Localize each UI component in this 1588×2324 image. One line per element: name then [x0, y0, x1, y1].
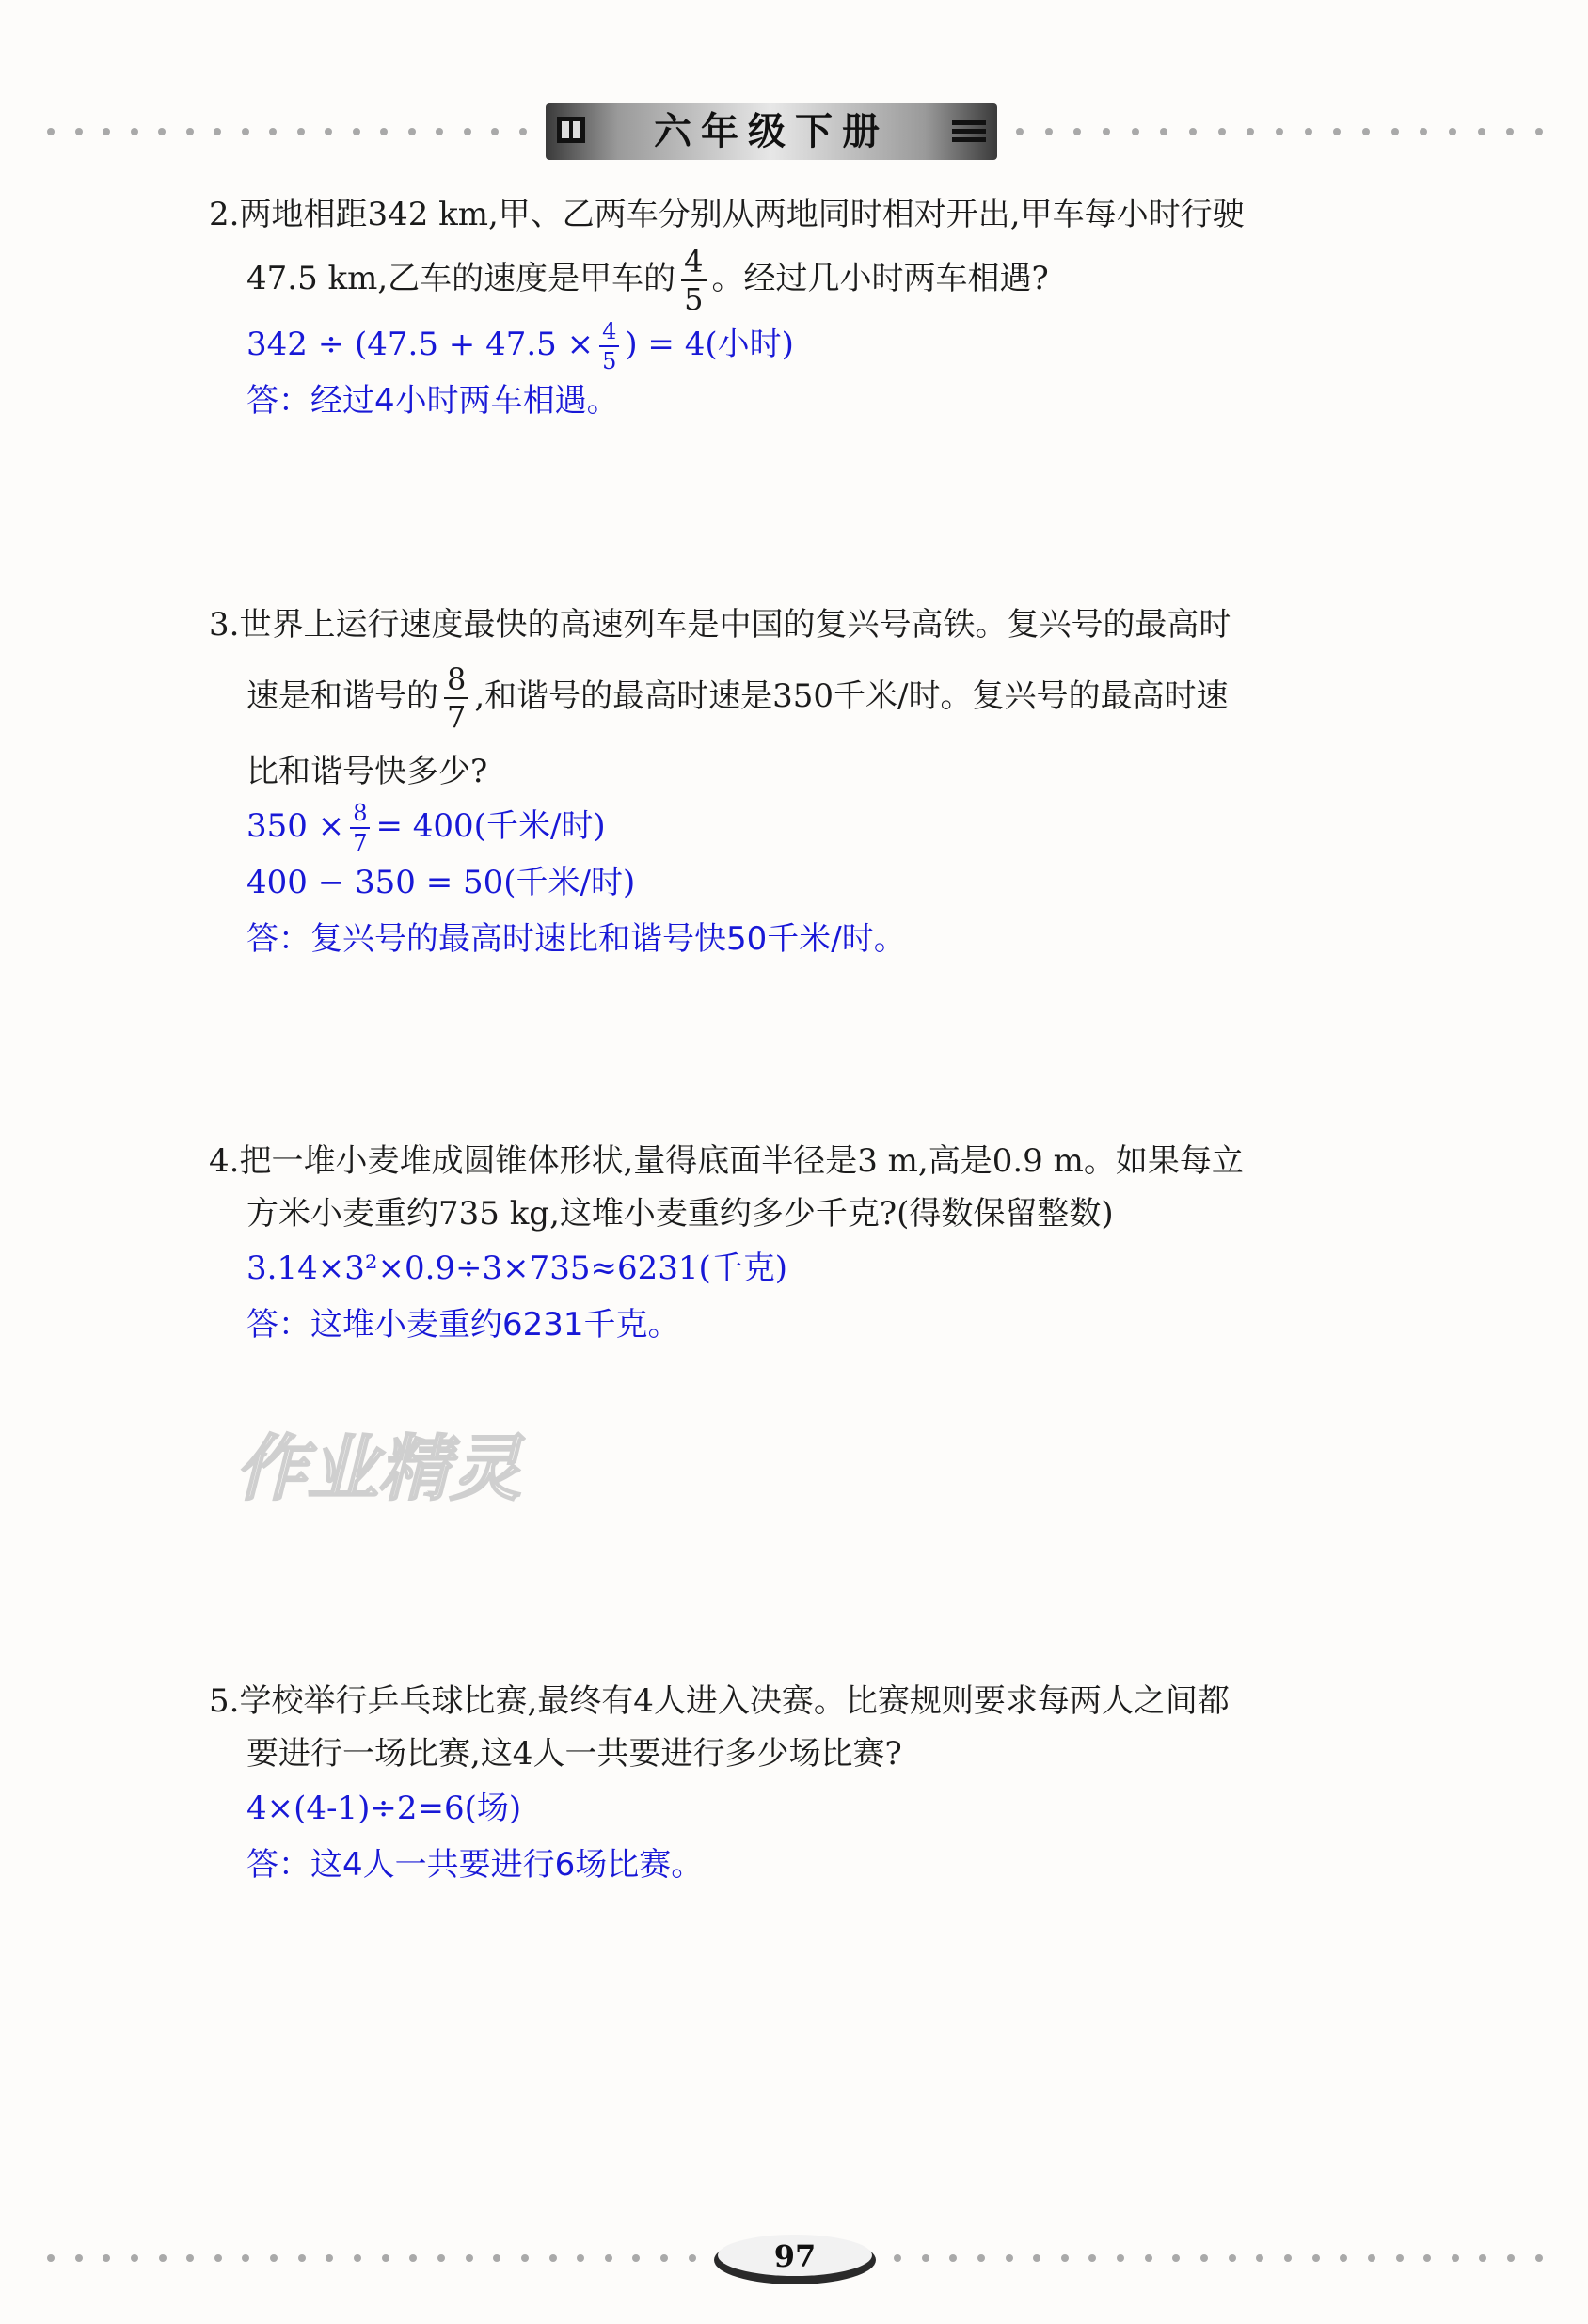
dot [1016, 128, 1024, 135]
dot [1391, 128, 1399, 135]
dot [47, 2254, 55, 2262]
dot [493, 2254, 500, 2262]
dot [47, 128, 55, 135]
question-3-line-2: 速是和谐号的 $\frac{8}{7}$ ,和谐号的最高时速是350千米/时。复兴号的最高时速 [246, 661, 1229, 735]
question-2-line-1: 2.两地相距342 km,甲、乙两车分别从两地同时相对开出,甲车每小时行驶 [209, 196, 1245, 233]
dot [1340, 2254, 1347, 2262]
dot [464, 128, 471, 135]
dot [1362, 128, 1370, 135]
page-number-badge [710, 2230, 880, 2288]
dot [1229, 2254, 1236, 2262]
dot [408, 128, 416, 135]
question-5-line-2: 要进行一场比赛,这4人一共要进行多少场比赛? [246, 1735, 902, 1773]
dot [466, 2254, 473, 2262]
dot [1200, 2254, 1208, 2262]
answer-4-text: 答：这堆小麦重约6231千克。 [246, 1306, 680, 1344]
dot [1368, 2254, 1375, 2262]
dot [103, 2254, 110, 2262]
dot [325, 128, 332, 135]
answer-5-text: 答：这4人一共要进行6场比赛。 [246, 1846, 704, 1884]
book-icon [555, 113, 587, 147]
question-5-line-1: 5.学校举行乒乓球比赛,最终有4人进入决赛。比赛规则要求每两人之间都 [209, 1682, 1230, 1720]
dot [1396, 2254, 1404, 2262]
fraction-8-7: $\frac{8}{7}$ [444, 664, 468, 732]
dot [131, 2254, 138, 2262]
bottom-dots-left [47, 2254, 696, 2262]
dot [269, 128, 277, 135]
dot [632, 2254, 640, 2262]
dot [436, 128, 443, 135]
dot [922, 2254, 929, 2262]
dot [1507, 2254, 1515, 2262]
lines-icon [950, 119, 988, 143]
dot [1006, 2254, 1013, 2262]
dot [1312, 2254, 1320, 2262]
question-3 [209, 598, 1432, 967]
dot [605, 2254, 612, 2262]
dot [380, 128, 388, 135]
dot [1160, 128, 1167, 135]
dot [214, 128, 221, 135]
answer-4 [209, 1240, 1432, 1353]
dot [577, 2254, 584, 2262]
answer-5 [209, 1780, 1432, 1893]
answer-2 [209, 316, 1432, 429]
dot [977, 2254, 985, 2262]
answer-3-formula-2: 400 − 350 = 50(千米/时) [246, 864, 636, 901]
dot [437, 2254, 445, 2262]
answer-2-text: 答：经过4小时两车相遇。 [246, 382, 619, 420]
dot [326, 2254, 333, 2262]
dot [1305, 128, 1312, 135]
answer-2-fraction: $\frac{4}{5}$ [599, 320, 619, 373]
answer-3-fraction: $\frac{8}{7}$ [350, 802, 370, 854]
dot [131, 128, 138, 135]
dot [186, 2254, 194, 2262]
page-number: 97 [773, 2238, 817, 2274]
dot [1145, 2254, 1152, 2262]
dot [242, 2254, 249, 2262]
dot [1449, 128, 1456, 135]
question-4-line-2: 方米小麦重约735 kg,这堆小麦重约多少千克?(得数保留整数) [246, 1195, 1114, 1233]
dot [158, 128, 166, 135]
dot [103, 128, 110, 135]
dot [1535, 128, 1543, 135]
dot [1535, 2254, 1543, 2262]
dot [1479, 2254, 1486, 2262]
dot [75, 2254, 83, 2262]
dot [1132, 128, 1139, 135]
question-4 [209, 1135, 1432, 1353]
dot [1117, 2254, 1124, 2262]
dot [1506, 128, 1514, 135]
answer-2-formula: 342 ÷ (47.5 + 47.5 × $\frac{4}{5}$ ) = 4(小时) [246, 318, 794, 374]
dot [519, 128, 527, 135]
answer-3-text: 答：复兴号的最高时速比和谐号快50千米/时。 [246, 920, 906, 958]
dot [159, 2254, 167, 2262]
question-2-line-2: 47.5 km,乙车的速度是甲车的 $\frac{4}{5}$ 。经过几小时两车相遇? [246, 244, 1049, 317]
dot [1061, 2254, 1069, 2262]
dot [1103, 128, 1110, 135]
dot [1478, 128, 1485, 135]
dot [1218, 128, 1226, 135]
dot [1256, 2254, 1263, 2262]
dot [186, 128, 194, 135]
bottom-dots-right [894, 2254, 1543, 2262]
dot [1247, 128, 1254, 135]
dot [298, 2254, 306, 2262]
dot [1420, 128, 1427, 135]
dot [409, 2254, 417, 2262]
page-title: 六年级下册 [654, 110, 889, 153]
dot [354, 2254, 361, 2262]
fraction-4-5: $\frac{4}{5}$ [681, 247, 706, 314]
dot [1452, 2254, 1459, 2262]
top-dots-left [47, 128, 527, 135]
top-dots-right [1016, 128, 1543, 135]
dot [689, 2254, 696, 2262]
dot [353, 128, 360, 135]
dot [660, 2254, 668, 2262]
question-3-line-1: 3.世界上运行速度最快的高速列车是中国的复兴号高铁。复兴号的最高时 [209, 606, 1231, 644]
dot [75, 128, 83, 135]
dot [1045, 128, 1053, 135]
dot [1073, 128, 1081, 135]
dot [214, 2254, 222, 2262]
dot [1333, 128, 1341, 135]
dot [297, 128, 305, 135]
dot [491, 128, 499, 135]
question-3-line-3: 比和谐号快多少? [246, 753, 488, 790]
answer-3 [209, 798, 1432, 967]
dot [521, 2254, 529, 2262]
header-banner [546, 103, 997, 160]
watermark: 作业精灵 [235, 1426, 521, 1510]
dot [1276, 128, 1283, 135]
dot [949, 2254, 957, 2262]
dot [1423, 2254, 1431, 2262]
question-4-line-1: 4.把一堆小麦堆成圆锥体形状,量得底面半径是3 m,高是0.9 m。如果每立 [209, 1142, 1244, 1180]
question-2 [209, 188, 1432, 429]
dot [1088, 2254, 1096, 2262]
dot [894, 2254, 901, 2262]
dot [549, 2254, 557, 2262]
answer-3-formula-1: 350 × $\frac{8}{7}$ = 400(千米/时) [246, 800, 606, 856]
answer-5-formula: 4×(4-1)÷2=6(场) [246, 1790, 522, 1827]
dot [1284, 2254, 1292, 2262]
answer-4-formula: 3.14×3²×0.9÷3×735≈6231(千克) [246, 1250, 788, 1287]
dot [270, 2254, 278, 2262]
question-5 [209, 1675, 1432, 1893]
dot [1033, 2254, 1040, 2262]
dot [382, 2254, 389, 2262]
dot [1189, 128, 1197, 135]
dot [242, 128, 249, 135]
dot [1172, 2254, 1180, 2262]
